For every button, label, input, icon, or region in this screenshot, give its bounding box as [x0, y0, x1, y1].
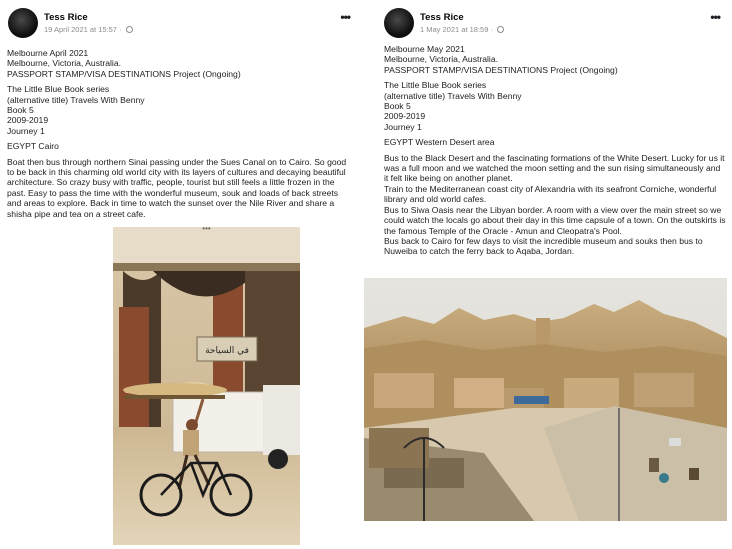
post-paragraph: Train to the Mediterranean coast city of Alexandria with its seafront Corniche, wonderful library and old world cafes. [384, 183, 717, 205]
post-header [8, 8, 354, 42]
post-timestamp[interactable]: 19 April 2021 at 15:57 [44, 25, 117, 34]
author-name[interactable]: Tess Rice [420, 12, 464, 23]
text-line: 2009-2019 [7, 115, 49, 126]
globe-icon [126, 26, 133, 33]
post-text [7, 48, 354, 219]
post-western-desert [370, 0, 732, 549]
more-options-icon[interactable]: ••• [340, 10, 350, 24]
text-line: Melbourne, Victoria, Australia. [7, 58, 122, 69]
siwa-photo-illustration [364, 278, 727, 521]
text-line: EGYPT Cairo [7, 141, 59, 152]
text-line: (alternative title) Travels With Benny [384, 90, 522, 101]
text-line: Book 5 [7, 105, 34, 116]
text-line: Journey 1 [384, 121, 422, 132]
post-timestamp[interactable]: 1 May 2021 at 18:59 [420, 25, 489, 34]
globe-icon [497, 26, 504, 33]
text-line: EGYPT Western Desert area [384, 137, 495, 148]
post-cairo [0, 0, 362, 549]
cairo-photo[interactable] [113, 227, 300, 545]
text-line: 2009-2019 [384, 111, 426, 122]
author-avatar[interactable] [384, 8, 414, 38]
post-paragraph: Bus back to Cairo for few days to visit the incredible museum and souks then bus to Nuweiba to catch the ferry back to Aqaba, Jordan. [384, 235, 703, 257]
meta-separator: · [490, 25, 493, 34]
post-paragraph: Bus to Siwa Oasis near the Libyan border. A room with a view over the main street so we could watch the locals go about their day in this time capsule of a town. On the outskirts is the famous Temple of the Oracle - Amun and Cleopatra's Pool. [384, 204, 726, 236]
text-line: Journey 1 [7, 125, 45, 136]
cairo-photo-illustration [113, 227, 300, 545]
text-line: Melbourne May 2021 [384, 44, 465, 54]
author-name[interactable]: Tess Rice [44, 12, 88, 23]
post-meta [420, 25, 504, 34]
text-line: The Little Blue Book series [7, 84, 110, 95]
post-paragraph: Bus to the Black Desert and the fascinating formations of the White Desert. Lucky for us it was a full moon and we watched the moon setting and the sun rising simultaneously and it felt like being on another planet. [384, 152, 725, 184]
meta-separator: · [119, 25, 122, 34]
text-line: PASSPORT STAMP/VISA DESTINATIONS Project (Ongoing) [7, 68, 241, 79]
photo-more-icon[interactable]: ••• [202, 227, 211, 233]
text-line: Melbourne April 2021 [7, 48, 89, 58]
text-line: The Little Blue Book series [384, 80, 487, 91]
text-line: (alternative title) Travels With Benny [7, 94, 145, 105]
post-header [384, 8, 724, 42]
more-options-icon[interactable]: ••• [710, 10, 720, 24]
author-avatar[interactable] [8, 8, 38, 38]
text-line: Melbourne, Victoria, Australia. [384, 54, 499, 65]
text-line: Book 5 [384, 101, 411, 112]
text-line: PASSPORT STAMP/VISA DESTINATIONS Project (Ongoing) [384, 64, 618, 75]
post-text [384, 44, 726, 257]
post-meta [44, 25, 133, 34]
shop-sign-text: في السياحة [205, 346, 249, 356]
post-paragraph: Boat then bus through northern Sinai passing under the Sues Canal on to Cairo. So good to be back in this charming old world city with its layers of cultures and decaying beautiful architecture. So crazy busy with traffic, people, tourist but still feels a little frozen in the past. Easy to pass the time with the wonderful museum, souk and loads of back streets and areas to explore. Back in time to watch the sunset over the Nile River and share a shisha pipe and tea on a street cafe. [7, 156, 347, 219]
siwa-photo[interactable] [364, 278, 727, 521]
